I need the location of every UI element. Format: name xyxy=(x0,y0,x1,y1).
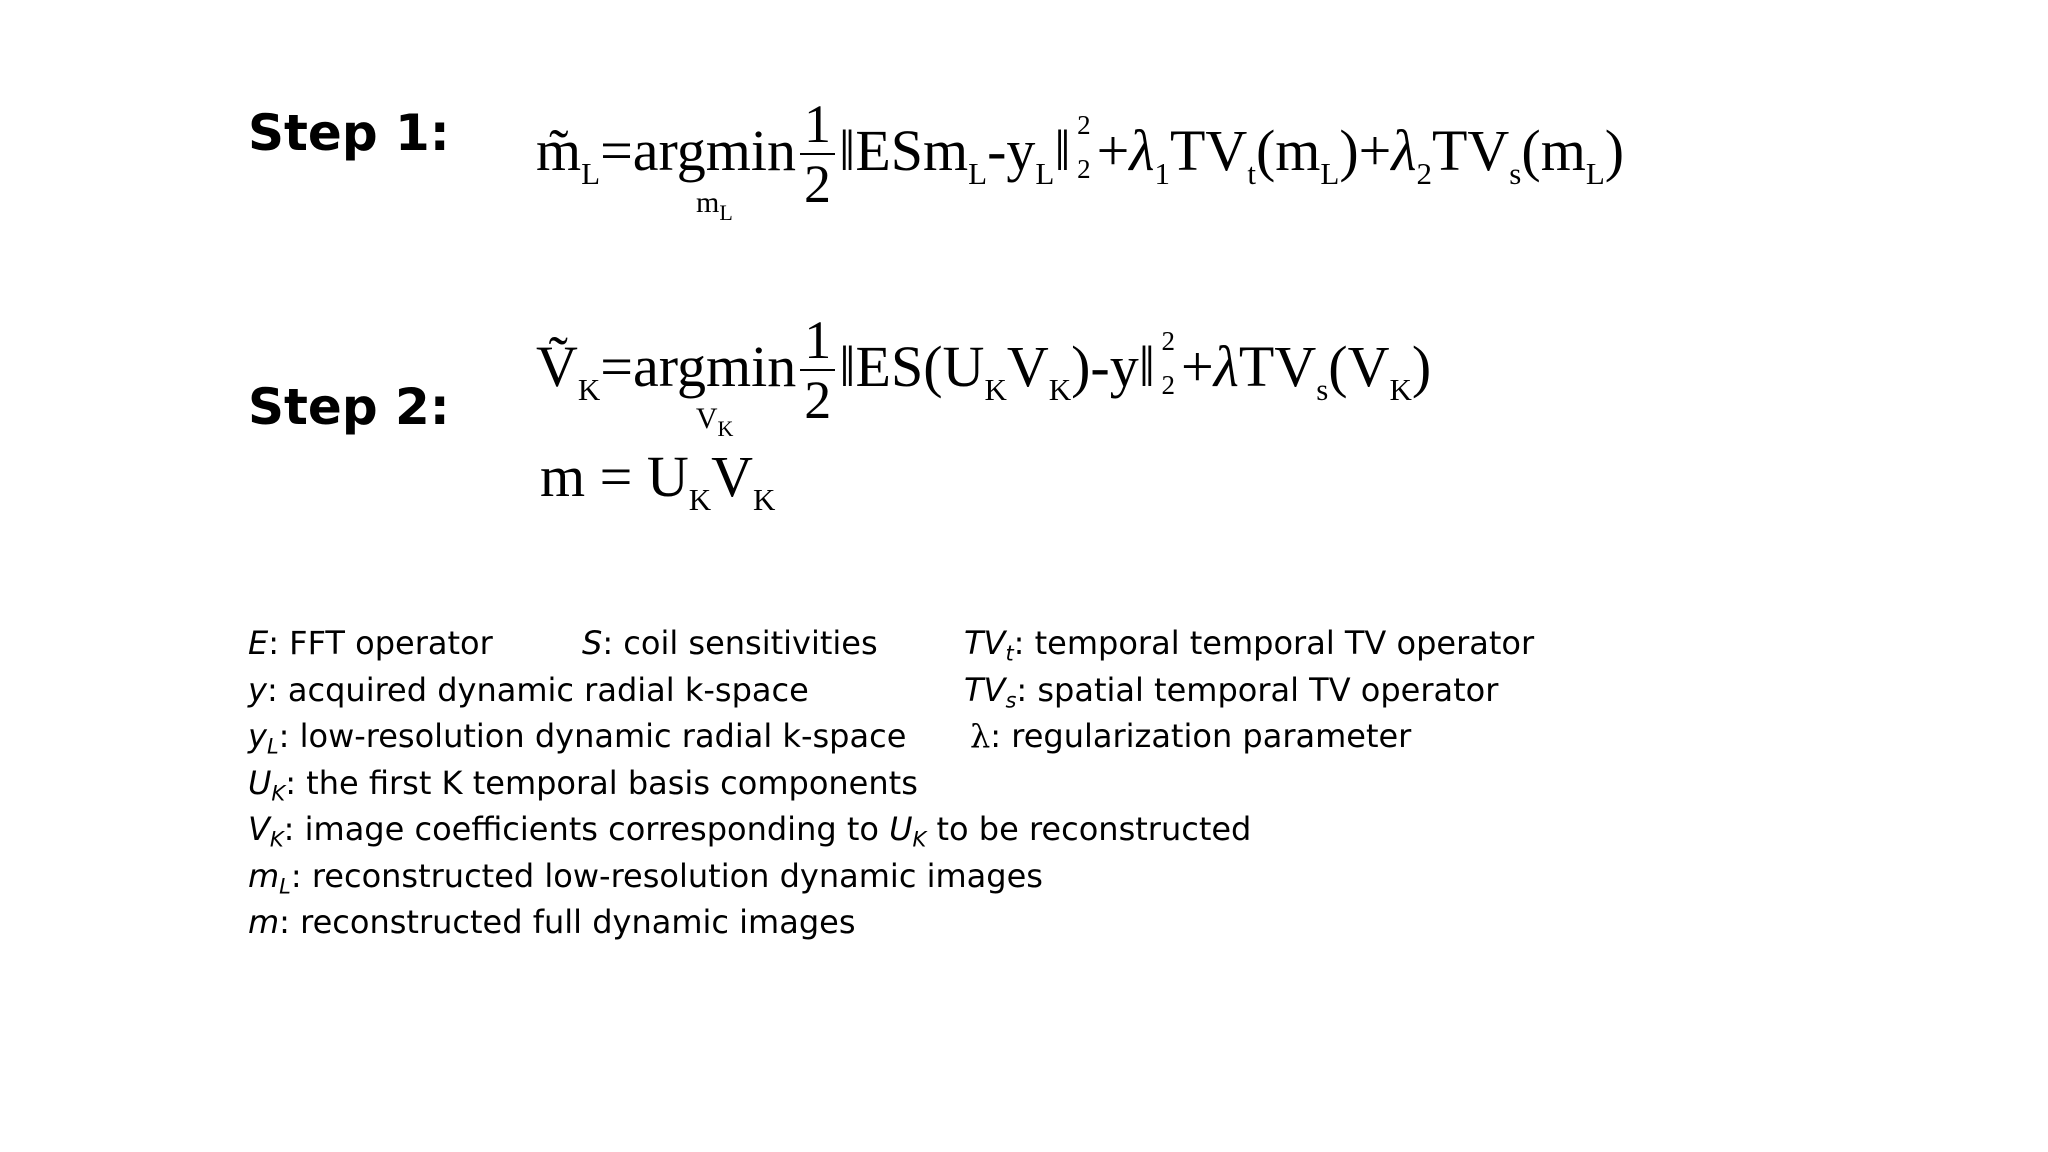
eq3-equals: = xyxy=(585,444,647,509)
eq3-lhs: m xyxy=(540,444,586,509)
eq1-fraction: $\frac{1}{2}$ xyxy=(800,97,835,211)
eq1-tv-temporal-arg-sub: L xyxy=(1320,156,1340,192)
eq2-plus: + xyxy=(1181,334,1214,400)
eq2-equals: = xyxy=(600,334,633,400)
eq2-lambda: λ xyxy=(1213,334,1239,400)
eq2-tv-spatial-arg: (V xyxy=(1328,334,1390,400)
eq3-v-sub: K xyxy=(753,481,776,517)
eq1-argmin: argmin mL xyxy=(632,118,797,225)
eq1-lambda-2: λ xyxy=(1391,118,1417,184)
eq1-tv-spatial-sub: s xyxy=(1509,156,1522,192)
eq1-lhs: m̃L xyxy=(536,118,601,192)
eq1-lambda-1-sub: 1 xyxy=(1154,156,1170,192)
eq2-norm: ‖ES(UKVK)-y‖ 2 2 xyxy=(839,326,1176,408)
definition-UK: $U_K$: the first K temporal basis components xyxy=(248,763,918,805)
eq1-tv-spatial-arg: (m xyxy=(1521,118,1586,184)
eq1-tv-spatial-close: ) xyxy=(1604,118,1625,184)
eq2-fraction: $\frac{1}{2}$ xyxy=(800,313,835,427)
eq1-tv-spatial-arg-sub: L xyxy=(1585,156,1605,192)
eq1-tv-temporal-arg: (m xyxy=(1255,118,1321,184)
eq1-plus: + xyxy=(1096,118,1130,184)
definition-lambda: λ: regularization parameter xyxy=(970,717,1412,755)
definition-TVs: $TV_s$: spatial temporal TV operator xyxy=(964,670,1499,712)
eq1-argmin-variable: mL xyxy=(696,186,733,225)
eq2-tv-spatial-close: ) xyxy=(1411,334,1432,400)
step-2-label: Step 2: xyxy=(248,378,450,436)
eq3-u-sub: K xyxy=(688,481,712,517)
eq1-tv-spatial: TV xyxy=(1431,118,1510,184)
eq2-argmin: argmin VK xyxy=(633,334,797,441)
definition-m: m: reconstructed full dynamic images xyxy=(248,903,856,941)
eq3-u: U xyxy=(646,444,689,509)
eq2-argmin-variable: VK xyxy=(695,402,734,441)
eq1-lambda-2-sub: 2 xyxy=(1416,156,1432,192)
definition-E: E: FFT operator xyxy=(248,624,493,662)
equation-step-2 xyxy=(536,310,1432,441)
step-1-label: Step 1: xyxy=(248,104,450,162)
eq1-tv-temporal-close: )+ xyxy=(1339,118,1392,184)
eq2-lhs: ṼK xyxy=(536,334,601,408)
equation-m xyxy=(540,444,776,517)
eq1-lambda-1: λ xyxy=(1129,118,1155,184)
definition-yL: $y_L$: low-resolution dynamic radial k-space xyxy=(248,717,907,759)
definition-VK: $V_K$: image coefficients corresponding to $U_K$ to be reconstructed xyxy=(248,810,1252,852)
definition-mL: $m_L$: reconstructed low-resolution dynamic images xyxy=(248,856,1043,898)
eq3-v: V xyxy=(711,444,754,509)
definition-y: y: acquired dynamic radial k-space xyxy=(248,670,809,709)
equation-step-1 xyxy=(536,94,1625,225)
eq2-tv-spatial-arg-sub: K xyxy=(1389,372,1412,408)
definition-S: S: coil sensitivities xyxy=(582,624,878,662)
eq2-tv-spatial: TV xyxy=(1238,334,1317,400)
eq1-tv-temporal: TV xyxy=(1169,118,1248,184)
definition-TVt: $TV_t$: temporal temporal TV operator xyxy=(964,624,1535,666)
eq1-equals: = xyxy=(600,118,633,184)
eq1-tv-temporal-sub: t xyxy=(1247,156,1256,192)
eq2-tv-spatial-sub: s xyxy=(1316,372,1329,408)
eq1-norm: ‖ESmL-yL‖ 2 2 xyxy=(839,110,1091,192)
